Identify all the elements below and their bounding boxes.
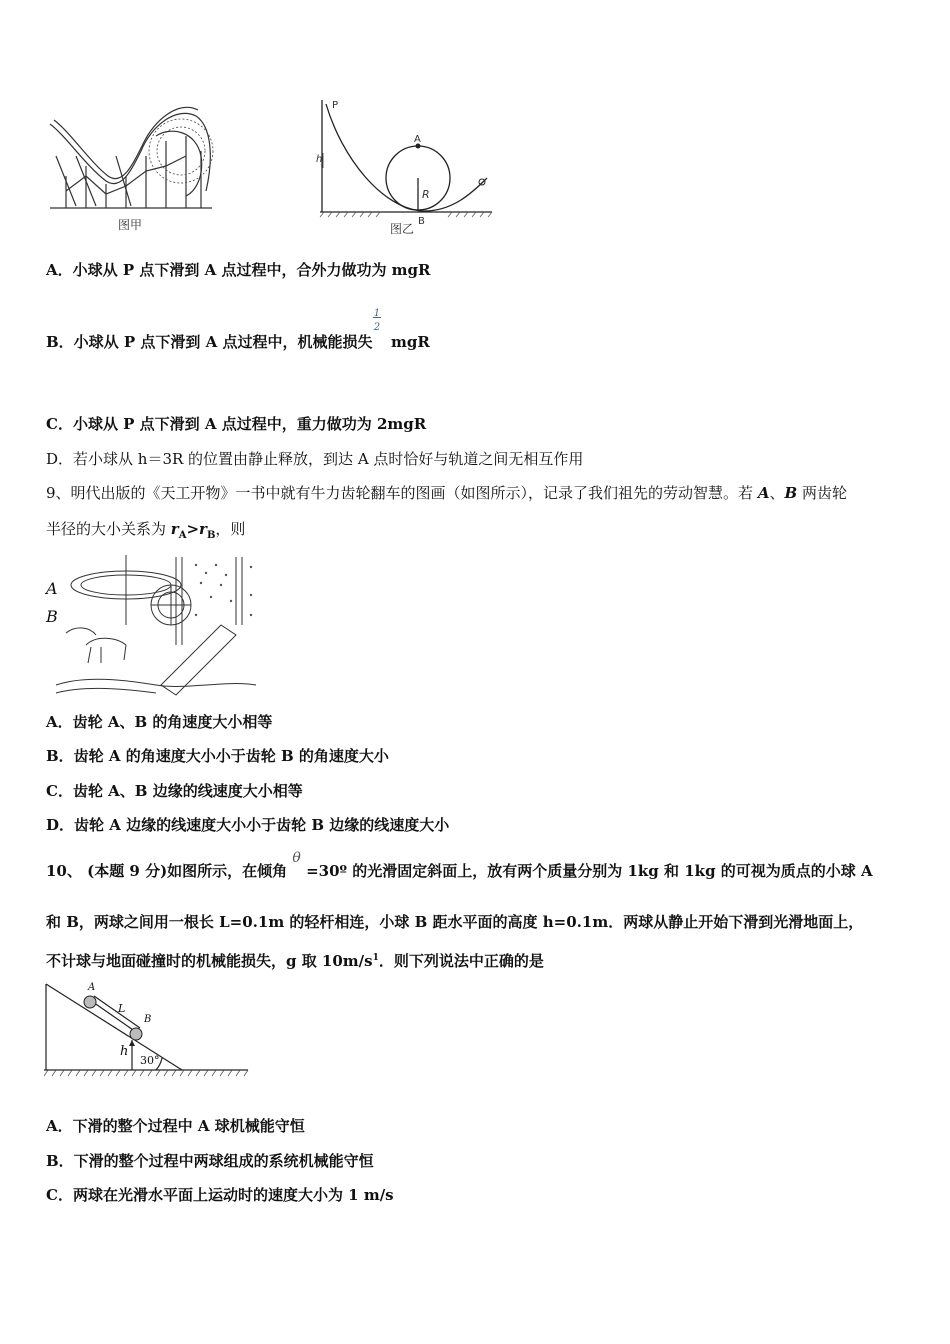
q8-option-d: D．若小球从 h＝3R 的位置由静止释放，到达 A 点时恰好与轨道之间无相互作用 — [46, 450, 584, 468]
q9-option-d: D．齿轮 A 边缘的线速度大小小于齿轮 B 边缘的线速度大小 — [46, 816, 450, 834]
q9-var-b: B — [784, 484, 798, 502]
label-rod-l: L — [118, 1002, 126, 1015]
label-a: A — [414, 134, 421, 145]
q10-option-c: C．两球在光滑水平面上运动时的速度大小为 1 m/s — [46, 1186, 394, 1204]
figure-yi — [312, 98, 502, 238]
q10-option-b: B．下滑的整个过程中两球组成的系统机械能守恒 — [46, 1152, 374, 1170]
q9-option-c: C．齿轮 A、B 边缘的线速度大小相等 — [46, 782, 303, 800]
q8-option-b-text: B．小球从 P 点下滑到 A 点过程中，机械能损失 — [46, 333, 373, 351]
q8-option-c: C．小球从 P 点下滑到 A 点过程中，重力做功为 2mgR — [46, 415, 427, 433]
label-gear-b: B — [46, 607, 58, 626]
label-h: h — [316, 154, 323, 165]
q10-stem-line3 — [46, 948, 544, 971]
q8-option-b-fraction — [373, 308, 386, 347]
q9-gt: > — [186, 520, 200, 538]
q9-stem-line1 — [46, 483, 847, 503]
theta-symbol: θ — [292, 850, 301, 866]
q8-option-a: A．小球从 P 点下滑到 A 点过程中，合外力做功为 mgR — [46, 261, 431, 279]
q10-stem3-text: 不计球与地面碰撞时的机械能损失，g 取 10m/s — [46, 952, 373, 970]
q8-option-b — [46, 308, 430, 352]
q9-stem2-tail: ，则 — [215, 520, 246, 538]
label-gear-a: A — [46, 579, 58, 598]
q9-radius-b: r — [199, 520, 207, 538]
q10-stem-text: 10、 (本题 9 分)如图所示，在倾角 — [46, 862, 288, 880]
q10-stem-tail: =30º 的光滑固定斜面上，放有两个质量分别为 1kg 和 1kg 的可视为质点的小球 A — [306, 862, 873, 880]
q9-stem-text: 9、明代出版的《天工开物》一书中就有牛力齿轮翻车的图画（如图所示），记录了我们祖先的劳动智慧。若 — [46, 484, 758, 502]
q10-exponent: 1 — [372, 953, 379, 963]
q8-option-b-unit: mgR — [390, 333, 430, 351]
q9-radius-a: r — [170, 520, 179, 538]
q10-stem3-tail: ．则下列说法中正确的是 — [378, 952, 544, 970]
q9-option-a: A．齿轮 A、B 的角速度大小相等 — [46, 713, 273, 731]
q9-stem-line2 — [46, 519, 245, 546]
q9-sep: 、 — [769, 484, 785, 502]
q9-var-a: A — [757, 484, 770, 502]
label-height-h: h — [120, 1044, 129, 1059]
figure-jia — [46, 96, 216, 236]
q9-stem2-text: 半径的大小关系为 — [46, 520, 171, 538]
label-angle: 30° — [140, 1054, 160, 1067]
fig-jia-caption: 图甲 — [118, 218, 143, 232]
roller-coaster-drawing — [46, 96, 216, 216]
figure-incline — [44, 982, 254, 1082]
track-loop-drawing — [312, 98, 502, 218]
label-ball-b: B — [144, 1014, 152, 1025]
fraction-numerator: 1 — [373, 308, 381, 319]
fraction-denominator: 2 — [373, 322, 381, 333]
label-b: B — [418, 216, 425, 227]
fig-yi-caption: 图乙 — [390, 222, 415, 236]
q9-radius-b-sub: B — [206, 530, 216, 541]
label-r: R — [422, 188, 430, 201]
figure-water-wheel — [46, 555, 261, 700]
incline-drawing — [44, 982, 254, 1082]
q9-radius-a-sub: A — [178, 530, 187, 541]
q9-option-b: B．齿轮 A 的角速度大小小于齿轮 B 的角速度大小 — [46, 747, 389, 765]
label-ball-a: A — [88, 982, 96, 993]
q10-option-a: A．下滑的整个过程中 A 球机械能守恒 — [46, 1117, 305, 1135]
q10-stem-line2: 和 B，两球之间用一根长 L=0.1m 的轻杆相连，小球 B 距水平面的高度 h=0.1m．两球从静止开始下滑到光滑地面上， — [46, 913, 864, 931]
label-p: P — [332, 100, 339, 111]
water-wheel-drawing — [46, 555, 261, 700]
q9-stem-tail: 两齿轮 — [797, 484, 847, 502]
q10-stem-line1 — [46, 850, 873, 882]
